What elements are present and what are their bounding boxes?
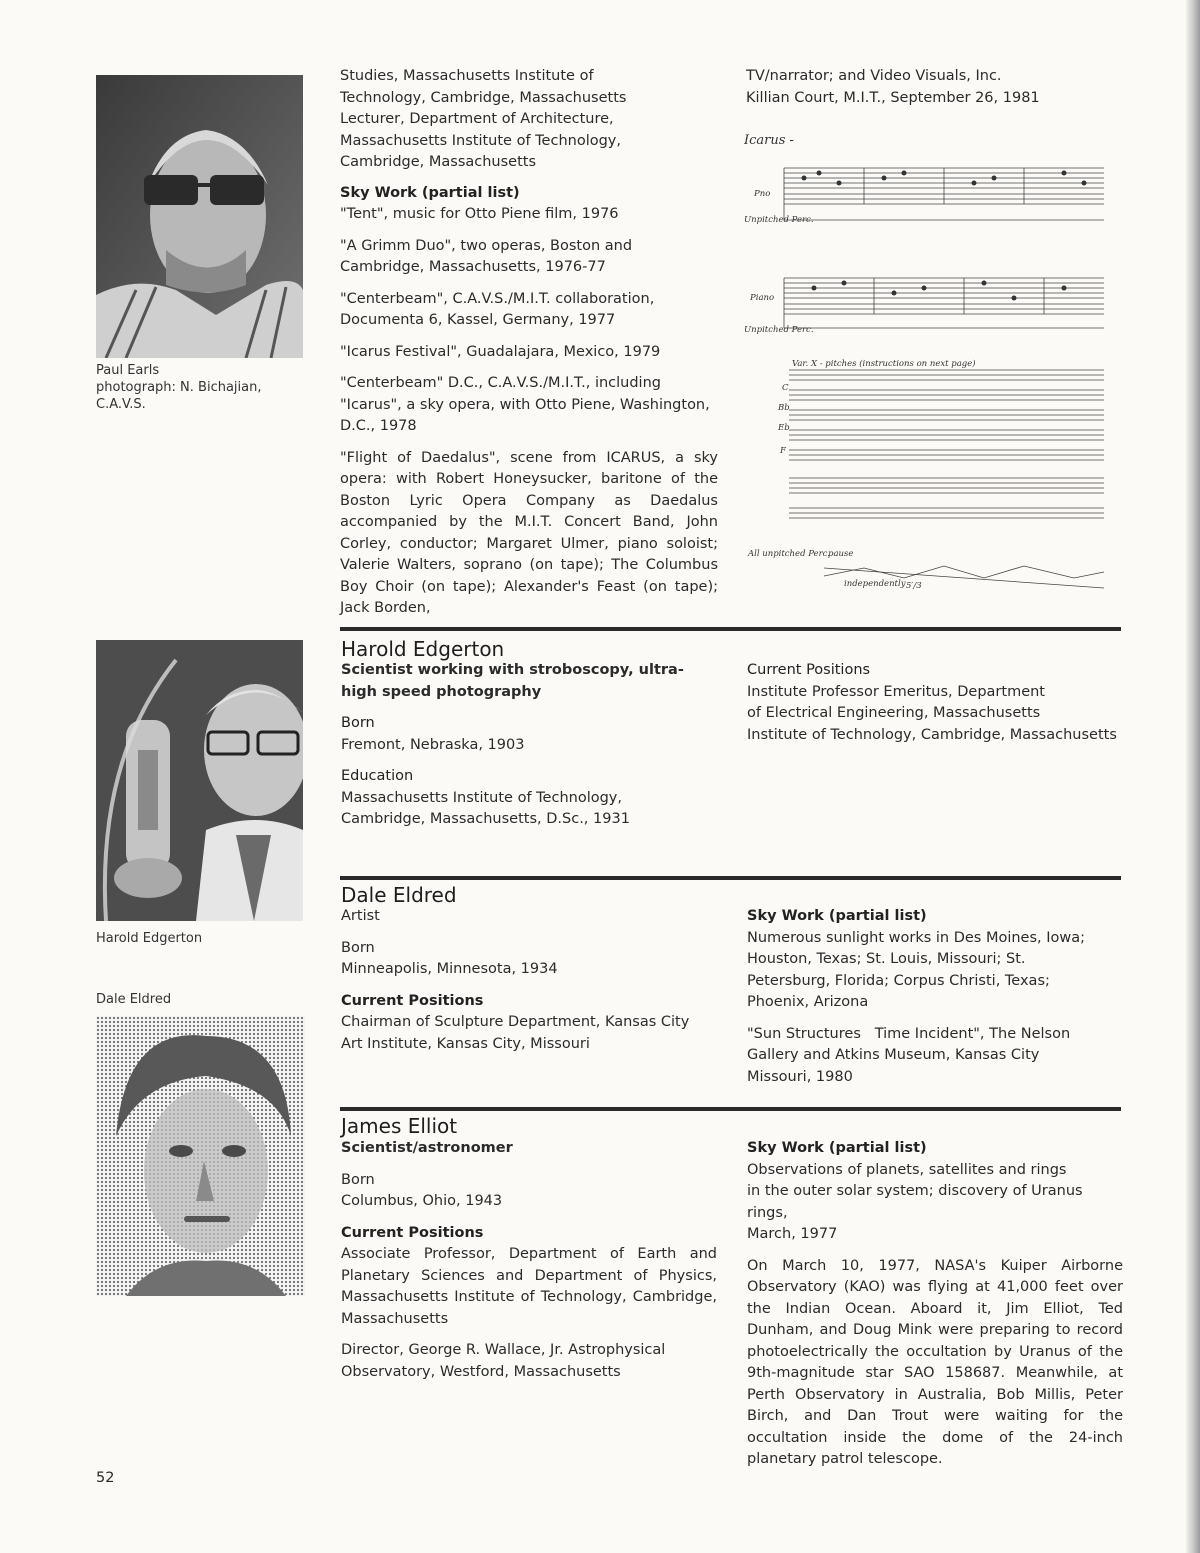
earls-skywork-item: "Centerbeam", C.A.V.S./M.I.T. collaboration, Documenta 6, Kassel, Germany, 1977 <box>340 290 655 328</box>
score-label: Pno <box>754 189 771 199</box>
eldred-left-column: Artist Born Minneapolis, Minnesota, 1934 Current Positions Chairman of Sculpture Department, Kansas City Art Institute, Kansas City, Missouri <box>341 906 721 1055</box>
score-label: independently <box>844 579 906 589</box>
elliot-left-column: Scientist/astronomer Born Columbus, Ohio, 1943 Current Positions Associate Professor, Department of Earth and Planetary Sciences and Department of Physics, Massachusetts Institute of Technology, Cambridge, Massachusetts Director, George R. Wallace, Jr. Astrophysical Observatory, Westford, Massachusetts <box>341 1140 717 1380</box>
earls-skywork-item: "Flight of Daedalus", scene from ICARUS, a sky opera: with Robert Honeysucker, baritone of the Boston Lyric Opera Company as Daedalus accompanied by the M.I.T. Concert Band, John Corley, conductor; Margaret Ulmer, piano soloist; Valerie Walters, soprano (on tape); The Columbus Boy Choir (on tape); Alexander's Feast (on tape); Jack Borden, <box>340 449 718 616</box>
photo-dale-eldred <box>96 1016 305 1296</box>
section-rule-edgerton <box>340 627 1121 631</box>
score-label: 5′/3 <box>906 581 922 591</box>
earls-skywork-item: "Tent", music for Otto Piene film, 1976 <box>340 206 619 222</box>
photo-harold-edgerton <box>96 640 303 921</box>
photo-caption-harold-edgerton: Harold Edgerton <box>96 931 203 946</box>
icarus-score-image <box>744 128 1110 598</box>
score-label: Unpitched Perc. <box>744 215 814 225</box>
score-label: Bb <box>778 403 790 413</box>
elliot-role: Scientist/astronomer <box>341 1140 513 1156</box>
earls-skywork-item: "Centerbeam" D.C., C.A.V.S./M.I.T., including "Icarus", a sky opera, with Otto Piene, Washington, D.C., 1978 <box>340 375 710 434</box>
score-label: Unpitched Perc. <box>744 325 814 335</box>
page-number: 52 <box>96 1470 115 1486</box>
photo-caption-paul-earls: Paul Earls photograph: N. Bichajian, C.A.V.S. <box>96 363 262 412</box>
edgerton-right-column: Current Positions Institute Professor Emeritus, Department of Electrical Engineering, Massachusetts Institute of Technology, Cambridge, Massachusetts <box>747 662 1117 743</box>
section-rule-elliot <box>340 1107 1121 1111</box>
edgerton-left-column: Scientist working with stroboscopy, ultra- high speed photography Born Fremont, Nebraska, 1903 Education Massachusetts Institute of Technology, Cambridge, Massachusetts, D.Sc., 1931 <box>341 660 721 831</box>
score-label: pause <box>828 549 854 559</box>
name-james-elliot: James Elliot <box>341 1114 458 1138</box>
score-label: F <box>780 446 786 456</box>
score-label: Eb <box>778 423 790 433</box>
earls-continued-column: Studies, Massachusetts Institute of Technology, Cambridge, Massachusetts Lecturer, Department of Architecture, Massachusetts Institute of Technology, Cambridge, Massachusetts Sky Work (partial list) "Tent", music for Otto Piene film, 1976 "A Grimm Duo", two operas, Boston and Cambridge, Massachusetts, 1976-77 "Centerbeam", C.A.V.S./M.I.T. collaboration, Documenta 6, Kassel, Germany, 1977 "Icarus Festival", Guadalajara, Mexico, 1979 "Centerbeam" D.C., C.A.V.S./M.I.T., including "Icarus", a sky opera, with Otto Piene, Washington, D.C., 1978 "Flight of Daedalus", scene from ICARUS, a sky opera: with Robert Honeysucker, baritone of the Boston Lyric Opera Company as Daedalus accompanied by the M.I.T. Concert Band, John Corley, conductor; Margaret Ulmer, piano soloist; Valerie Walters, soprano (on tape); The Columbus Boy Choir (on tape); Alexander's Feast (on tape); Jack Borden, <box>340 66 718 630</box>
score-title: Icarus - <box>744 133 794 148</box>
earls-continued-column-2: TV/narrator; and Video Visuals, Inc. Killian Court, M.I.T., September 26, 1981 <box>746 68 1040 106</box>
score-label: C <box>782 383 789 393</box>
scan-edge-shadow <box>1186 0 1200 1553</box>
name-harold-edgerton: Harold Edgerton <box>341 637 505 661</box>
elliot-right-column: Sky Work (partial list) Observations of planets, satellites and rings in the outer solar system; discovery of Uranus rings, March, 1977 On March 10, 1977, NASA's Kuiper Airborne Observatory (KAO) was flying at 41,000 feet over the Indian Ocean. Aboard it, Jim Elliot, Ted Dunham, and Doug Mink were preparing to record photoelectrically the occultation by Uranus of the 9th-magnitude star SAO 158687. Meanwhile, at Perth Observatory in Australia, Bob Millis, Peter Birch, and Dan Trout were waiting for the occultation inside the dome of the 24-inch planetary patrol telescope. <box>747 1140 1123 1467</box>
name-dale-eldred: Dale Eldred <box>341 883 457 907</box>
earls-skywork-item: "A Grimm Duo", two operas, Boston and Cambridge, Massachusetts, 1976-77 <box>340 237 633 275</box>
score-annotation: Var. X - pitches (instructions on next page) <box>792 359 976 369</box>
score-label: Piano <box>750 293 775 303</box>
photo-paul-earls <box>96 75 303 358</box>
photo-caption-dale-eldred: Dale Eldred <box>96 992 172 1007</box>
eldred-right-column: Sky Work (partial list) Numerous sunlight works in Des Moines, Iowa; Houston, Texas; St. Louis, Missouri; St. Petersburg, Florida; Corpus Christi, Texas; Phoenix, Arizona "Sun Structures Time Incident", The Nelson Gallery and Atkins Museum, Kansas City Missouri, 1980 <box>747 908 1086 1085</box>
section-rule-eldred <box>340 876 1121 880</box>
earls-skywork-item: "Icarus Festival", Guadalajara, Mexico, 1979 <box>340 343 661 360</box>
eldred-role: Artist <box>341 908 380 924</box>
earls-skywork-heading: Sky Work (partial list) <box>340 184 520 201</box>
edgerton-role: Scientist working with stroboscopy, ultra- high speed photography <box>341 662 684 700</box>
score-label: All unpitched Perc. <box>748 549 831 559</box>
